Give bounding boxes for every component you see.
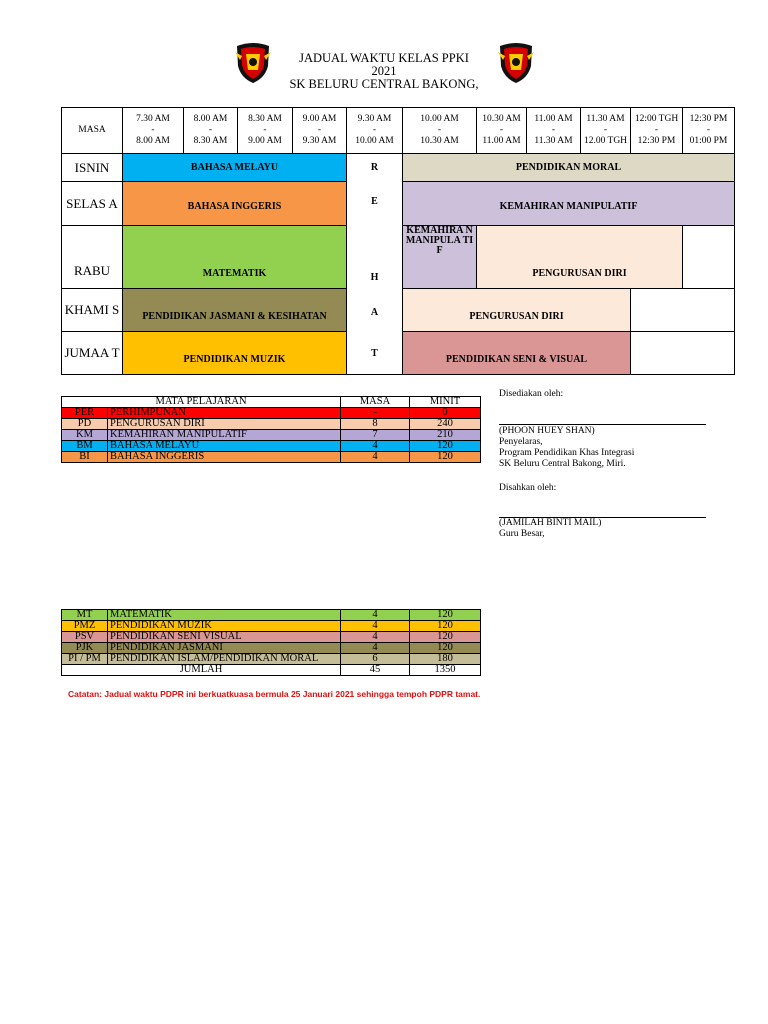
subject-name: BAHASA INGGERIS <box>108 452 341 463</box>
total-minit: 1350 <box>410 665 481 676</box>
empty-cell <box>631 288 735 331</box>
time-slot: 7.30 AM - 8.00 AM <box>123 108 184 154</box>
subject-cell: BAHASA MELAYU <box>123 154 347 182</box>
rehat-letter: R <box>370 161 379 173</box>
time-slot: 11.30 AM - 12.00 TGH <box>581 108 631 154</box>
time-slot: 10.30 AM - 11.00 AM <box>477 108 527 154</box>
table-row <box>62 419 481 430</box>
subject-code: PSV <box>62 632 108 643</box>
subject-code: KM <box>62 430 108 441</box>
subject-cell: PENGURUSAN DIRI <box>403 288 631 331</box>
subject-masa: 7 <box>341 430 410 441</box>
prepared-block <box>499 426 634 470</box>
subject-name: PENDIDIKAN JASMANI <box>108 643 341 654</box>
masa-header: MASA <box>62 108 123 154</box>
empty-cell <box>631 331 735 374</box>
table-row <box>62 643 481 654</box>
subject-name: PERHIMPUNAN <box>108 408 341 419</box>
subject-masa: 4 <box>341 441 410 452</box>
subject-minit: 180 <box>410 654 481 665</box>
prepared-label: Disediakan oleh: <box>499 389 564 399</box>
subject-code: PJK <box>62 643 108 654</box>
subject-code: PMZ <box>62 621 108 632</box>
subject-minit: 240 <box>410 419 481 430</box>
document-header <box>0 52 768 91</box>
subject-name: KEMAHIRAN MANIPULATIF <box>108 430 341 441</box>
time-slot: 9.00 AM - 9.30 AM <box>293 108 347 154</box>
time-slot: 9.30 AM - 10.00 AM <box>347 108 403 154</box>
rehat-letter: H <box>370 271 379 283</box>
day-label: KHAMI S <box>62 288 123 331</box>
prepared-name: (PHOON HUEY SHAN) <box>499 426 595 436</box>
table-row <box>62 430 481 441</box>
table-row <box>62 610 481 621</box>
subject-masa: 4 <box>341 643 410 654</box>
rehat-letter: T <box>371 347 378 359</box>
approved-label: Disahkan oleh: <box>499 483 557 493</box>
table-row <box>62 408 481 419</box>
table-row <box>62 441 481 452</box>
approved-name: (JAMILAH BINTI MAIL) <box>499 518 602 528</box>
header-school: SK BELURU CENTRAL BAKONG, <box>289 77 479 91</box>
signature-line <box>499 424 706 425</box>
subject-code: PER <box>62 408 108 419</box>
subject-cell: PENDIDIKAN MUZIK <box>123 331 347 374</box>
subject-minit: 120 <box>410 441 481 452</box>
approved-role: Guru Besar, <box>499 529 545 539</box>
subject-code: MT <box>62 610 108 621</box>
subject-list-header <box>62 397 481 408</box>
table-row <box>62 621 481 632</box>
day-label: ISNIN <box>62 154 123 182</box>
subject-code: PD <box>62 419 108 430</box>
total-masa: 45 <box>341 665 410 676</box>
subject-cell: BAHASA INGGERIS <box>123 182 347 226</box>
subject-cell: KEMAHIRAN MANIPULATIF <box>403 182 735 226</box>
subject-minit: 120 <box>410 621 481 632</box>
table-row <box>62 452 481 463</box>
time-slot: 11.00 AM - 11.30 AM <box>527 108 581 154</box>
subject-cell: PENDIDIKAN MORAL <box>403 154 735 182</box>
subject-masa: 6 <box>341 654 410 665</box>
prepared-school: SK Beluru Central Bakong, Miri. <box>499 459 626 469</box>
header-subject: MATA PELAJARAN <box>62 397 341 408</box>
prepared-program: Program Pendidikan Khas Integrasi <box>499 448 635 458</box>
header-minit: MINIT <box>410 397 481 408</box>
subject-cell: KEMAHIRA N MANIPULA TIF <box>403 226 477 288</box>
total-row <box>62 665 481 676</box>
subject-cell: PENGURUSAN DIRI <box>477 226 683 288</box>
rehat-column <box>347 154 403 375</box>
time-slot: 8.00 AM - 8.30 AM <box>184 108 238 154</box>
subject-code: BM <box>62 441 108 452</box>
subject-name: PENDIDIKAN SENI VISUAL <box>108 632 341 643</box>
subject-masa: 4 <box>341 610 410 621</box>
day-label: JUMAA T <box>62 331 123 374</box>
table-row <box>62 632 481 643</box>
subject-list-top <box>61 396 481 463</box>
subject-masa: 8 <box>341 419 410 430</box>
subject-code: BI <box>62 452 108 463</box>
timetable <box>61 107 735 375</box>
footnote: Catatan: Jadual waktu PDPR ini berkuatkuasa bermula 25 Januari 2021 sehingga tempoh PDPR tamat. <box>68 689 481 699</box>
prepared-role: Penyelaras, <box>499 437 543 447</box>
subject-masa: 4 <box>341 621 410 632</box>
subject-minit: 210 <box>410 430 481 441</box>
subject-name: PENDIDIKAN ISLAM/PENDIDIKAN MORAL <box>108 654 341 665</box>
header-title: JADUAL WAKTU KELAS PPKI <box>299 51 469 65</box>
rehat-letter: A <box>370 306 379 318</box>
subject-cell: PENDIDIKAN JASMANI & KESIHATAN <box>123 288 347 331</box>
subject-name: PENDIDIKAN MUZIK <box>108 621 341 632</box>
day-row-isnin <box>62 154 735 182</box>
header-masa: MASA <box>341 397 410 408</box>
time-slot: 12:30 PM - 01:00 PM <box>683 108 735 154</box>
subject-minit: 0 <box>410 408 481 419</box>
subject-minit: 120 <box>410 610 481 621</box>
total-label: JUMLAH <box>62 665 341 676</box>
subject-cell: PENDIDIKAN SENI & VISUAL <box>403 331 631 374</box>
approved-block <box>499 518 601 540</box>
day-label: RABU <box>62 226 123 288</box>
subject-name: BAHASA MELAYU <box>108 441 341 452</box>
rehat-letter: E <box>371 196 378 208</box>
subject-list-bottom <box>61 609 481 676</box>
subject-code: PI / PM <box>62 654 108 665</box>
empty-cell <box>683 226 735 288</box>
time-slot: 8.30 AM - 9.00 AM <box>238 108 293 154</box>
time-header-row <box>62 108 735 154</box>
subject-minit: 120 <box>410 643 481 654</box>
subject-minit: 120 <box>410 632 481 643</box>
day-label: SELAS A <box>62 182 123 226</box>
subject-name: PENGURUSAN DIRI <box>108 419 341 430</box>
subject-cell: MATEMATIK <box>123 226 347 288</box>
subject-masa: - <box>341 408 410 419</box>
subject-masa: 4 <box>341 632 410 643</box>
subject-masa: 4 <box>341 452 410 463</box>
subject-minit: 120 <box>410 452 481 463</box>
header-year: 2021 <box>371 64 397 78</box>
table-row <box>62 654 481 665</box>
time-slot: 10.00 AM - 10.30 AM <box>403 108 477 154</box>
subject-name: MATEMATIK <box>108 610 341 621</box>
time-slot: 12:00 TGH - 12:30 PM <box>631 108 683 154</box>
